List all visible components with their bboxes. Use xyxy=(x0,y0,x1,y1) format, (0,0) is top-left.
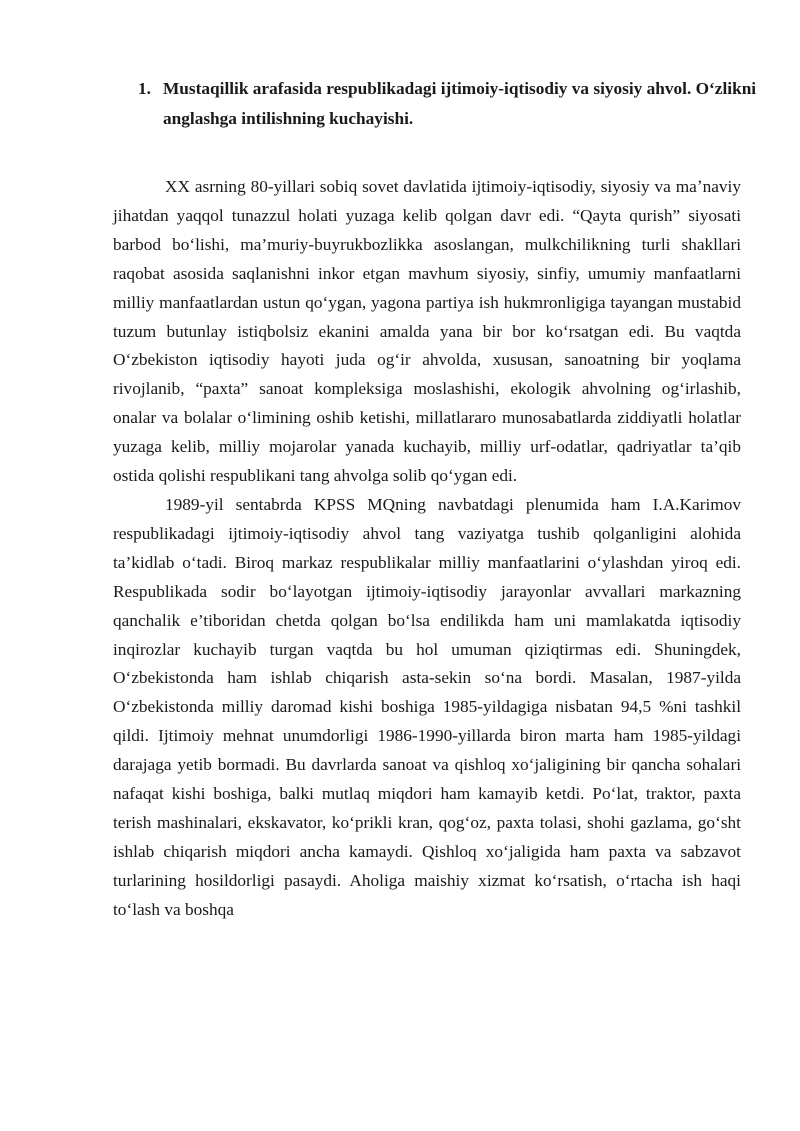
section-title: Mustaqillik arafasida respublikadagi ijtimoiy-iqtisodiy va siyosiy ahvol. O‘zlikni anglashga intilishning kuchayishi. xyxy=(163,79,757,128)
section-heading xyxy=(138,74,758,134)
paragraph: XX asrning 80-yillari sobiq sovet davlatida ijtimoiy-iqtisodiy, siyosiy va maʼnaviy jihatdan yaqqol tunazzul holati yuzaga kelib qolgan davr edi. “Qayta qurish” siyosati barbod bo‘lishi, ma’muriy-buyrukbozlikka asoslangan, mulkchilikning turli shakllari raqobat asosida saqlanishni inkor etgan mavhum siyosiy, sinfiy, umumiy manfaatlarni milliy manfaatlardan ustun qo‘ygan, yagona partiya ish hukmronligiga tayangan mustabid tuzum butunlay istiqbolsiz ekanini amalda yana bir bor ko‘rsatgan edi. Bu vaqtda O‘zbekiston iqtisodiy hayoti juda og‘ir ahvolda, xususan, sanoatning bir yoqlama rivojlanib, “paxta” sanoat kompleksiga moslashishi, ekologik ahvolning og‘irlashib, onalar va bolalar o‘limining oshib ketishi, millatlararo munosabatlarda ziddiyatli holatlar yuzaga kelib, milliy mojarolar yanada kuchayib, milliy urf-odatlar, qadriyatlar ta’qib ostida qolishi respublikani tang ahvolga solib qo‘ygan edi. xyxy=(113,177,741,486)
document-body xyxy=(113,173,741,925)
section-number: 1. xyxy=(138,79,151,98)
paragraph: 1989-yil sentabrda KPSS MQning navbatdagi plenumida ham I.A.Karimov respublikadagi ijtimoiy-iqtisodiy ahvol tang vaziyatga tushib qolganligini alohida ta’kidlab o‘tadi. Biroq markaz respublikalar milliy manfaatlarini o‘ylashdan yiroq edi. Respublikada sodir bo‘layotgan ijtimoiy-iqtisodiy jarayonlar avvallari markazning qanchalik e’tiboridan chetda qolgan bo‘lsa endilikda ham uni mamlakatda iqtisodiy inqirozlar kuchayib turgan vaqtda bu hol umuman qiziqtirmas edi. Shuningdek, O‘zbekistonda ham ishlab chiqarish asta-sekin so‘na bordi. Masalan, 1987-yilda O‘zbekistonda milliy daromad kishi boshiga 1985-yildagiga nisbatan 94,5 %ni tashkil qildi. Ijtimoiy mehnat unumdorligi 1986-1990-yillarda biron marta ham 1985-yildagi darajaga yetib bormadi. Bu davrlarda sanoat va qishloq xo‘jaligining bir qancha sohalari nafaqat kishi boshiga, balki mutlaq miqdori ham kamayib ketdi. Po‘lat, traktor, paxta terish mashinalari, ekskavator, ko‘prikli kran, qog‘oz, paxta tolasi, shohi gazlama, go‘sht ishlab chiqarish miqdori ancha kamaydi. Qishloq xo‘jaligida ham paxta va sabzavot turlarining hosildorligi pasaydi. Aholiga maishiy xizmat ko‘rsatish, o‘rtacha ish haqi to‘lash va boshqa xyxy=(113,494,741,919)
